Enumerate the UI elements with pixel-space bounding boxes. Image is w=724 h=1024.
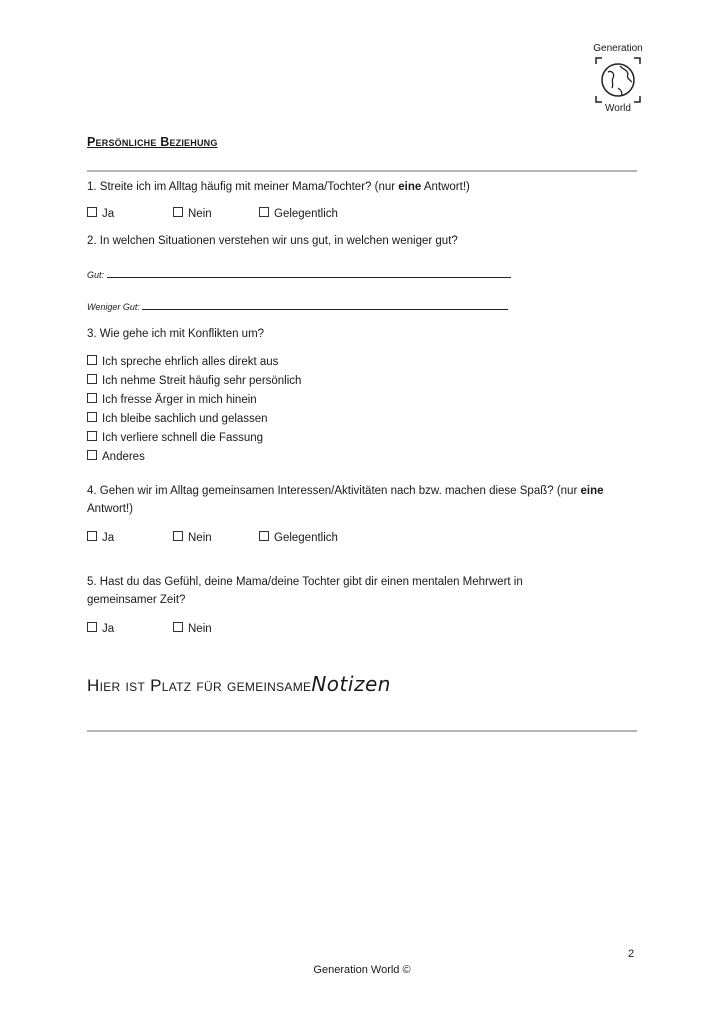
notes-heading [87, 672, 391, 696]
question-5 [87, 573, 647, 609]
checkbox[interactable] [87, 393, 97, 403]
question-1-bold: eine [398, 181, 422, 193]
question-1 [87, 178, 470, 196]
answer-less-good-line[interactable] [142, 300, 508, 310]
question-4-text-end: Antwort!) [87, 503, 134, 515]
question-5-text: 5. Hast du das Gefühl, deine Mama/deine Tochter gibt dir einen mentalen Mehrwert in [87, 576, 523, 588]
question-1-text-end: Antwort!) [421, 181, 470, 193]
q3-option[interactable]: Ich spreche ehrlich alles direkt aus [87, 353, 278, 371]
answer-less-good-field[interactable] [87, 300, 508, 312]
q3-option[interactable]: Ich fresse Ärger in mich hinein [87, 391, 257, 409]
answer-good-field[interactable] [87, 268, 511, 280]
question-4-bold: eine [580, 485, 604, 497]
page-number: 2 [628, 948, 635, 960]
checkbox[interactable] [87, 374, 97, 384]
checkbox[interactable] [173, 531, 183, 541]
logo-top-text: Generation [593, 43, 643, 54]
checkbox[interactable] [87, 531, 97, 541]
notes-heading-script: Notizen [311, 672, 391, 696]
checkbox[interactable] [87, 431, 97, 441]
answer-good-line[interactable] [107, 268, 511, 278]
question-4-text: 4. Gehen wir im Alltag gemeinsamen Interessen/Aktivitäten nach bzw. machen diese Spaß? (nur [87, 485, 581, 497]
checkbox[interactable] [87, 412, 97, 422]
divider-line [87, 170, 637, 172]
answer-less-good-label: Weniger Gut: [87, 302, 140, 312]
checkbox[interactable] [259, 207, 269, 217]
notes-divider-line [87, 730, 637, 732]
q3-option[interactable]: Ich verliere schnell die Fassung [87, 429, 263, 447]
q1-option-gelegentlich[interactable]: Gelegentlich [259, 205, 338, 223]
globe-icon [590, 52, 646, 108]
answer-good-label: Gut: [87, 270, 105, 280]
generation-world-logo [590, 44, 646, 116]
checkbox[interactable] [173, 207, 183, 217]
question-5-text-end: gemeinsamer Zeit? [87, 594, 186, 606]
question-3-text: 3. Wie gehe ich mit Konflikten um? [87, 328, 265, 340]
question-2-text: 2. In welchen Situationen verstehen wir uns gut, in welchen weniger gut? [87, 235, 458, 247]
q3-option[interactable]: Ich nehme Streit häufig sehr persönlich [87, 372, 301, 390]
checkbox[interactable] [87, 355, 97, 365]
q5-option-ja[interactable]: Ja [87, 620, 114, 638]
checkbox[interactable] [87, 622, 97, 632]
question-1-text: 1. Streite ich im Alltag häufig mit meiner Mama/Tochter? (nur [87, 181, 399, 193]
q4-option-nein[interactable]: Nein [173, 529, 212, 547]
checkbox[interactable] [173, 622, 183, 632]
q4-option-gelegentlich[interactable]: Gelegentlich [259, 529, 338, 547]
q1-option-nein[interactable]: Nein [173, 205, 212, 223]
section-title: Persönliche Beziehung [87, 135, 218, 149]
q1-option-ja[interactable]: Ja [87, 205, 114, 223]
q3-option[interactable]: Anderes [87, 448, 145, 466]
question-4 [87, 482, 647, 518]
q4-option-ja[interactable]: Ja [87, 529, 114, 547]
logo-bottom-text: World [605, 103, 631, 114]
q5-option-nein[interactable]: Nein [173, 620, 212, 638]
checkbox[interactable] [259, 531, 269, 541]
checkbox[interactable] [87, 450, 97, 460]
checkbox[interactable] [87, 207, 97, 217]
footer-text: Generation World © [313, 964, 411, 976]
q3-option[interactable]: Ich bleibe sachlich und gelassen [87, 410, 268, 428]
notes-heading-text: Hier ist Platz für gemeinsame [87, 676, 312, 695]
